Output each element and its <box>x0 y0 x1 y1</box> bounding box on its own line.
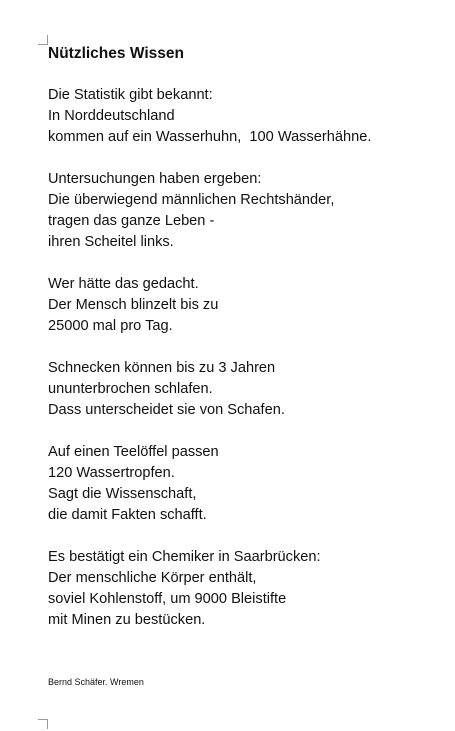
poem-line: mit Minen zu bestücken. <box>48 612 206 628</box>
stanza-2 <box>48 169 438 253</box>
poem-line: 25000 mal pro Tag. <box>48 318 173 334</box>
poem-line: die damit Fakten schafft. <box>48 507 207 523</box>
poem-line: Wer hätte das gedacht. <box>48 276 199 292</box>
poem-line: kommen auf ein Wasserhuhn, 100 Wasserhähne. <box>48 129 372 145</box>
stanza-3 <box>48 274 438 337</box>
poem-line: tragen das ganze Leben - <box>48 213 215 229</box>
poem-line: ununterbrochen schlafen. <box>48 381 213 397</box>
document-body <box>48 43 438 652</box>
stanza-6 <box>48 547 438 631</box>
stanza-4 <box>48 358 438 421</box>
poem-line: Der Mensch blinzelt bis zu <box>48 297 219 313</box>
poem-line: Es bestätigt ein Chemiker in Saarbrücken: <box>48 549 321 565</box>
stanza-1 <box>48 85 438 148</box>
bottom-margin-corner-mark <box>38 719 48 729</box>
poem-line: Dass unterscheidet sie von Schafen. <box>48 402 285 418</box>
poem-line: ihren Scheitel links. <box>48 234 174 250</box>
poem-line: 120 Wassertropfen. <box>48 465 175 481</box>
poem-line: Schnecken können bis zu 3 Jahren <box>48 360 276 376</box>
top-margin-corner-mark <box>38 35 48 45</box>
poem-line: In Norddeutschland <box>48 108 175 124</box>
poem-line: Die Statistik gibt bekannt: <box>48 87 213 103</box>
poem-line: Die überwiegend männlichen Rechtshänder, <box>48 192 335 208</box>
poem-line: Sagt die Wissenschaft, <box>48 486 197 502</box>
poem-line: Untersuchungen haben ergeben: <box>48 171 262 187</box>
poem-line: Auf einen Teelöffel passen <box>48 444 219 460</box>
poem-title: Nützliches Wissen <box>48 45 184 62</box>
poem-line: Der menschliche Körper enthält, <box>48 570 257 586</box>
stanza-5 <box>48 442 438 526</box>
author-signature: Bernd Schäfer. Wremen <box>48 677 144 687</box>
poem-line: soviel Kohlenstoff, um 9000 Bleistifte <box>48 591 287 607</box>
